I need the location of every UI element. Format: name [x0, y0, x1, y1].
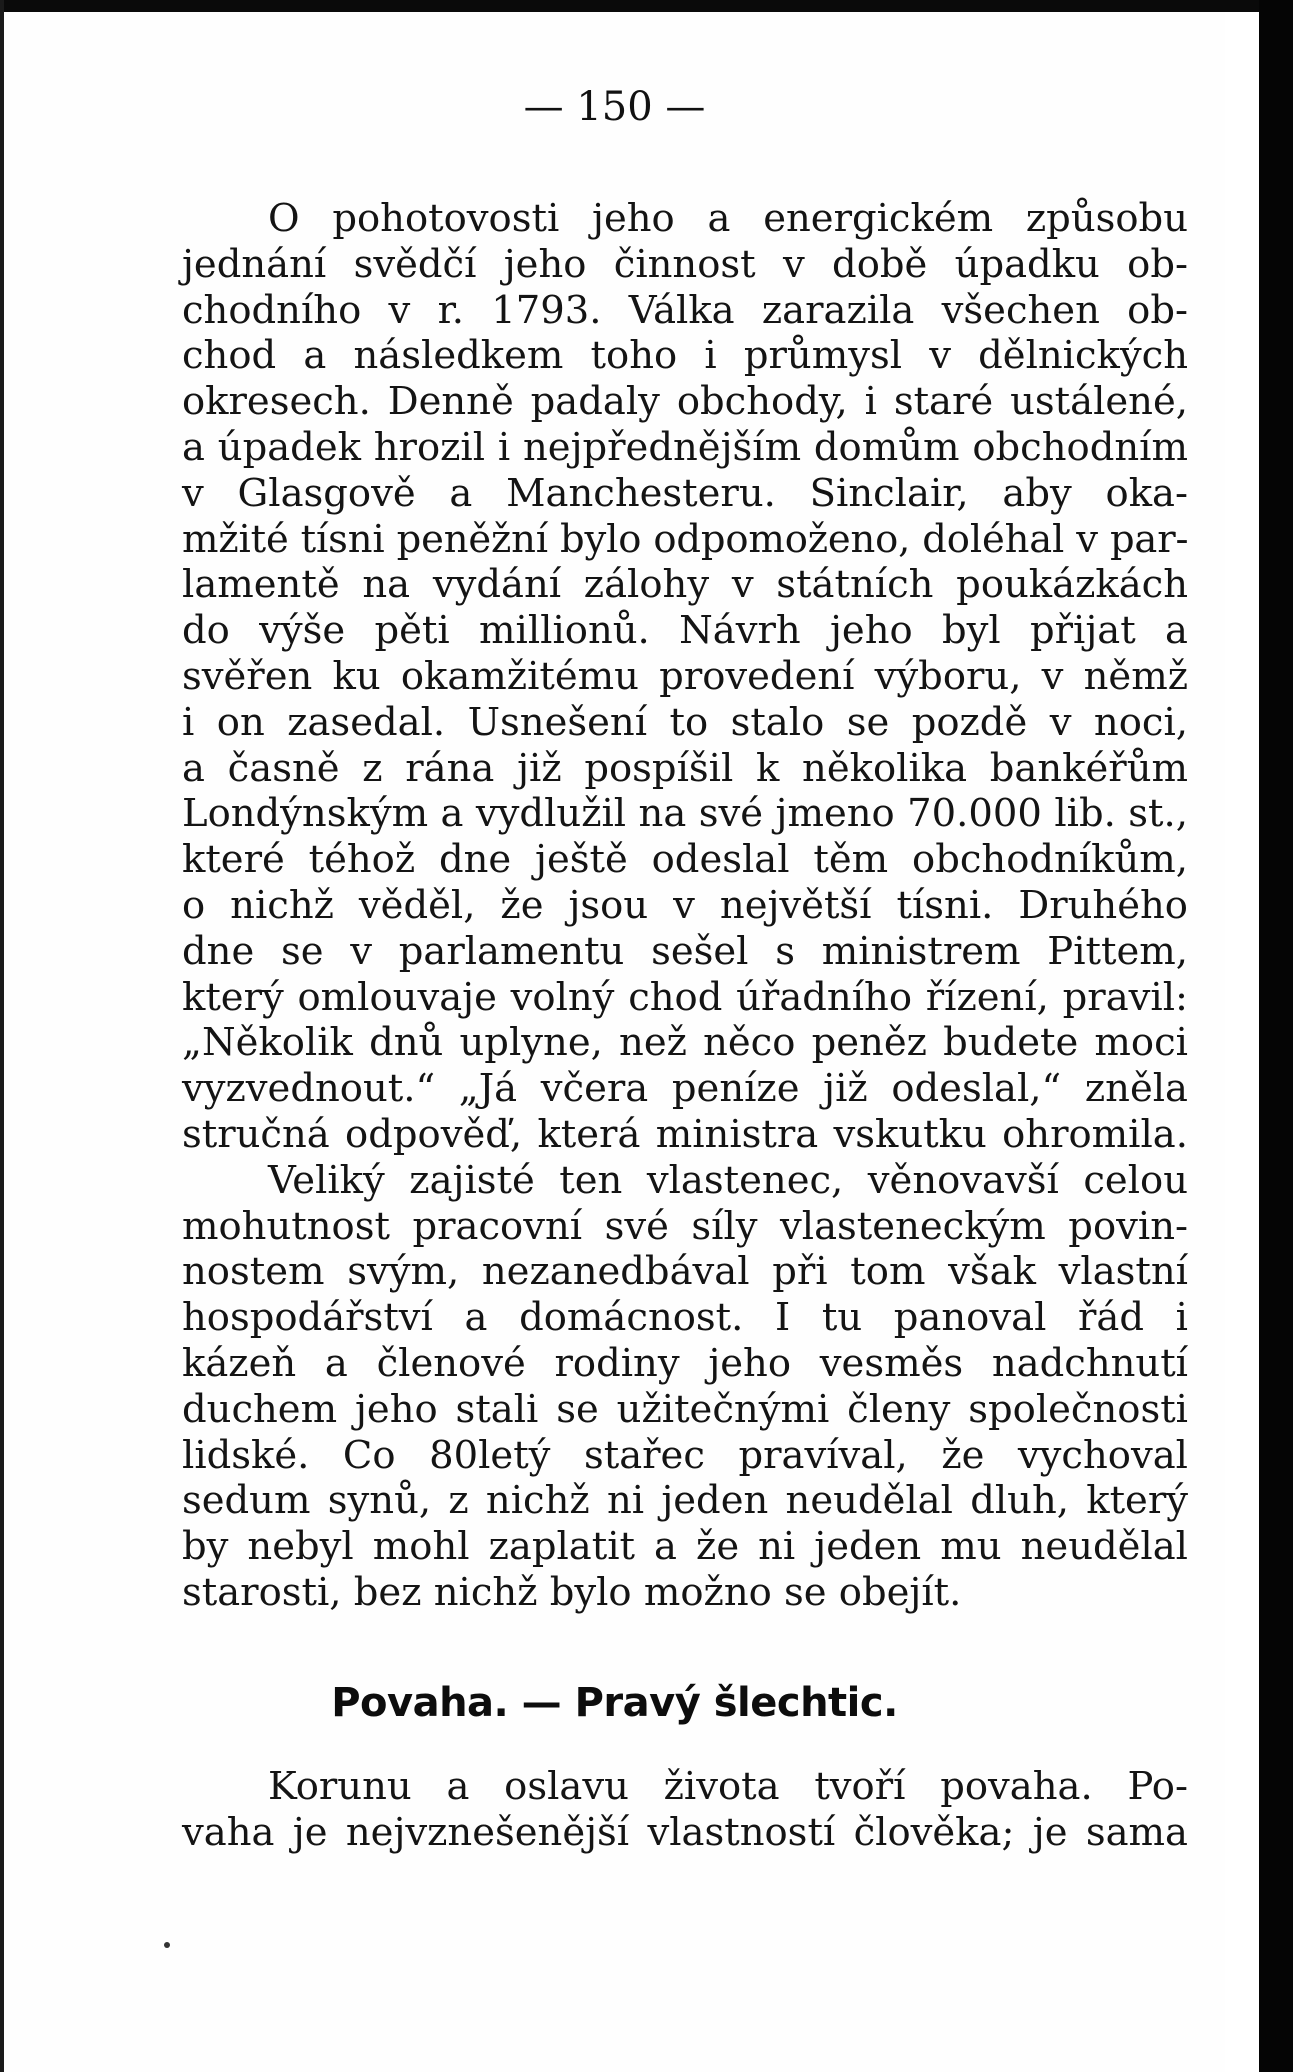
text-line: sedum synů, z nichž ni jeden neudělal dluh, který — [182, 1478, 1188, 1524]
text-line: nostem svým, nezanedbával při tom však vlastní — [182, 1249, 1188, 1295]
text-line: Korunu a oslavu života tvoří povaha. Po- — [268, 1764, 1188, 1809]
book-page — [4, 12, 1225, 2072]
text-line: starosti, bez nichž bylo možno se obejít. — [182, 1569, 962, 1615]
text-line: dne se v parlamentu sešel s ministrem Pittem, — [182, 928, 1188, 974]
text-line: o nichž věděl, že jsou v největší tísni. Druhého — [182, 882, 1188, 928]
text-line: který omlouvaje volný chod úřadního řízení, pravil: — [182, 974, 1188, 1020]
text-line: hospodářství a domácnost. I tu panoval řád i — [182, 1295, 1188, 1341]
text-line: do výše pěti millionů. Návrh jeho byl přijat a — [182, 608, 1188, 654]
text-line: chod a následkem toho i průmysl v dělnických — [182, 333, 1188, 379]
section-heading: Povaha. — Pravý šlechtic. — [331, 1680, 898, 1726]
paragraph-2 — [182, 1158, 1188, 1616]
text-line: mžité tísni peněžní bylo odpomoženo, doléhal v par- — [182, 516, 1189, 562]
text-line: jednání svědčí jeho činnost v době úpadku ob- — [182, 241, 1188, 287]
text-line: a časně z rána již pospíšil k několika bankéřům — [182, 745, 1188, 791]
text-line: chodního v r. 1793. Válka zarazila všechen ob- — [182, 287, 1188, 333]
text-line: stručná odpověď, která ministra vskutku ohromila. — [182, 1111, 1188, 1157]
text-line: kázeň a členové rodiny jeho vesměs nadchnutí — [182, 1340, 1188, 1386]
text-line: v Glasgově a Manchesteru. Sinclair, aby oka- — [182, 470, 1188, 516]
main-text — [182, 196, 1188, 1616]
text-line: lidské. Co 80letý stařec pravíval, že vychoval — [182, 1432, 1188, 1478]
text-line: by nebyl mohl zaplatit a že ni jeden mu neudělal — [182, 1524, 1188, 1570]
page-number: — 150 — — [523, 84, 706, 130]
text-line: O pohotovosti jeho a energickém způsobu — [268, 196, 1188, 241]
text-line: Veliký zajisté ten vlastenec, věnovavší celou — [268, 1157, 1188, 1203]
text-line: vyzvednout.“ „Já včera peníze již odeslal,“ zněla — [182, 1066, 1188, 1112]
scan-border-left — [0, 0, 4, 2072]
scan-border-top — [0, 0, 1293, 12]
text-line: okresech. Denně padaly obchody, i staré ustálené, — [182, 379, 1188, 425]
text-line: a úpadek hrozil i nejpřednějším domům obchodním — [182, 424, 1188, 470]
text-line: lamentě na vydání zálohy v státních poukázkách — [182, 562, 1188, 608]
paragraph-1 — [182, 196, 1188, 1158]
text-line: svěřen ku okamžitému provedení výboru, v němž — [182, 653, 1188, 699]
scan-border-right — [1259, 0, 1293, 2072]
text-line: duchem jeho stali se užitečnými členy společnosti — [182, 1386, 1188, 1432]
text-line: mohutnost pracovní své síly vlasteneckým povin- — [182, 1203, 1188, 1249]
text-line: i on zasedal. Usnešení to stalo se pozdě v noci, — [182, 699, 1188, 745]
paragraph-3 — [182, 1764, 1188, 1856]
text-line: které téhož dne ještě odeslal těm obchodníkům, — [182, 837, 1188, 883]
text-line: vaha je nejvznešenější vlastností člověka; je sama — [182, 1810, 1188, 1855]
ink-speck — [164, 1942, 170, 1948]
text-line: „Několik dnů uplyne, než něco peněz budete moci — [182, 1020, 1188, 1066]
text-line: Londýnským a vydlužil na své jmeno 70.000 lib. st., — [182, 791, 1188, 837]
